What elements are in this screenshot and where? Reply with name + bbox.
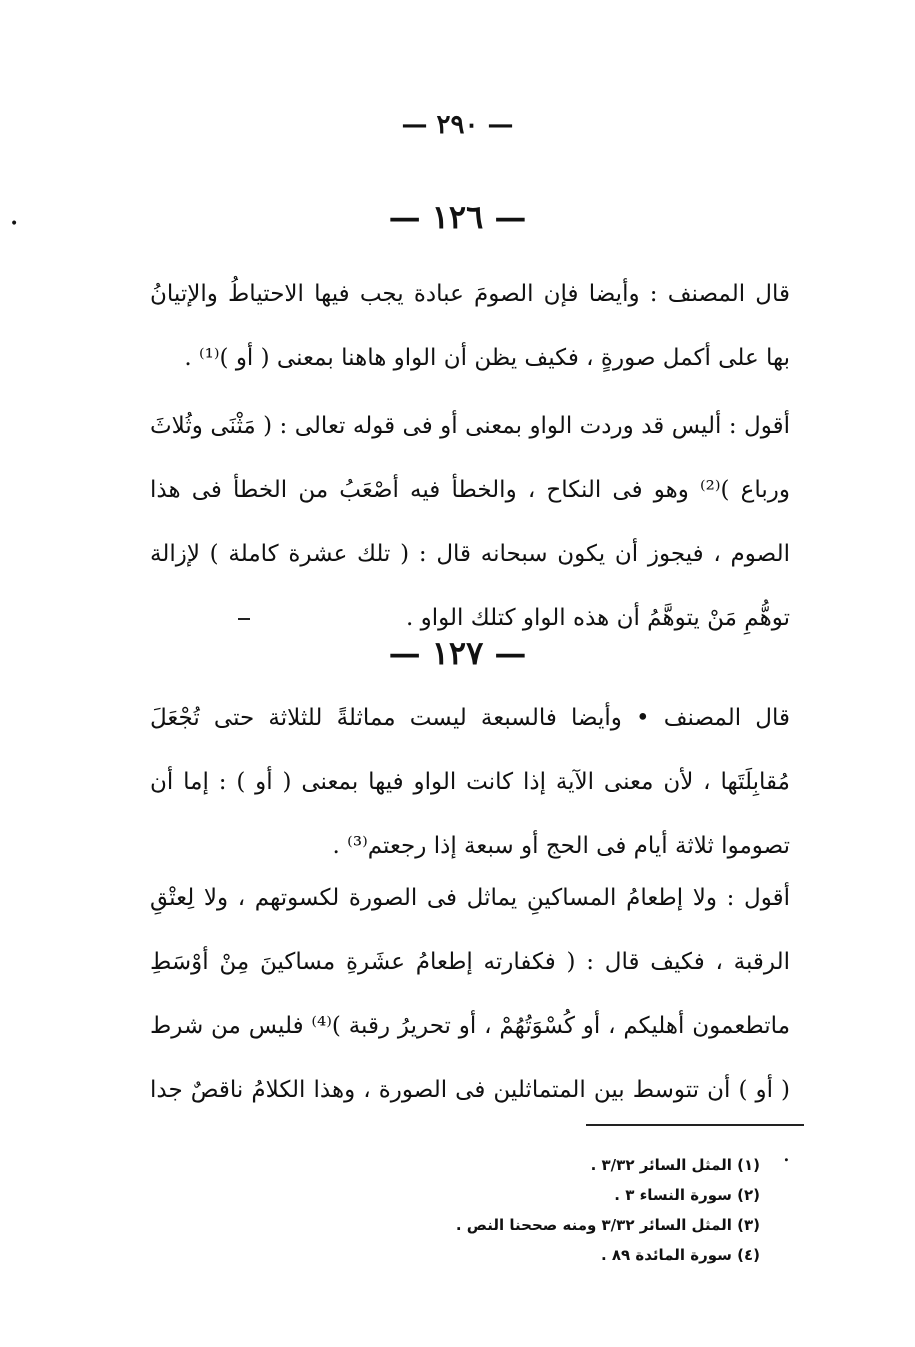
- footnote-rule: [586, 1124, 804, 1126]
- paragraph: قال المصنف • وأيضا فالسبعة ليست مماثلةً للثلاثة حتى تُجْعَلَ مُقابِلَتَها ، لأن معنى الآية إذا كانت الواو فيها بمعنى ( أو ) : إما أن تصوموا ثلاثة أيام فى الحج أو سبعة إذا رجعتم⁽³⁾ .: [150, 705, 790, 859]
- footnote: (٢) سورة النساء ٣ .: [614, 1186, 760, 1204]
- footnote: (٤) سورة المائدة ٨٩ .: [600, 1246, 760, 1264]
- stray-mark: •: [10, 216, 19, 232]
- paragraph: أقول : أليس قد وردت الواو بمعنى أو فى قوله تعالى : ( مَثْنَى وثُلاثَ ورباع )⁽²⁾ وهو فى النكاح ، والخطأ فيه أصْعَبُ من الخطأ فى هذا الصوم ، فيجوز أن يكون سبحانه قال : ( تلك عشرة كاملة ) لإزالة توهُّمِ مَنْ يتوهَّمُ أن هذه الواو كتلك الواو .: [150, 413, 791, 631]
- footnote: (٣) المثل السائر ٣/٣٢ ومنه صححنا النص .: [455, 1216, 760, 1234]
- section-heading-126: — ١٢٦ —: [388, 198, 527, 236]
- footnote: (١) المثل السائر ٣/٣٢ .: [590, 1156, 760, 1174]
- paragraph: قال المصنف : وأيضا فإن الصومَ عبادة يجب فيها الاحتياطُ والإتيانُ بها على أكمل صورةٍ ، فكيف يظن أن الواو هاهنا بمعنى ( أو )⁽¹⁾ .: [150, 281, 790, 371]
- page-number: — ٢٩٠ —: [401, 110, 514, 140]
- paragraph: أقول : ولا إطعامُ المساكينِ يماثل فى الصورة لكسوتهم ، ولا لِعتْقِ الرقبة ، فكيف قال : ( فكفارته إطعامُ عشَرةِ مساكينَ مِنْ أوْسَطِ ماتطعمون أهليكم ، أو كُسْوَتُهُمْ ، أو تحريرُ رقبة )⁽⁴⁾ فليس من شرط ( أو ) أن تتوسط بين المتماثلين فى الصورة ، وهذا الكلامُ ناقصٌ جدا .: [150, 885, 791, 1167]
- section-heading-127: — ١٢٧ —: [388, 634, 527, 672]
- footnotes: [360, 1150, 760, 1270]
